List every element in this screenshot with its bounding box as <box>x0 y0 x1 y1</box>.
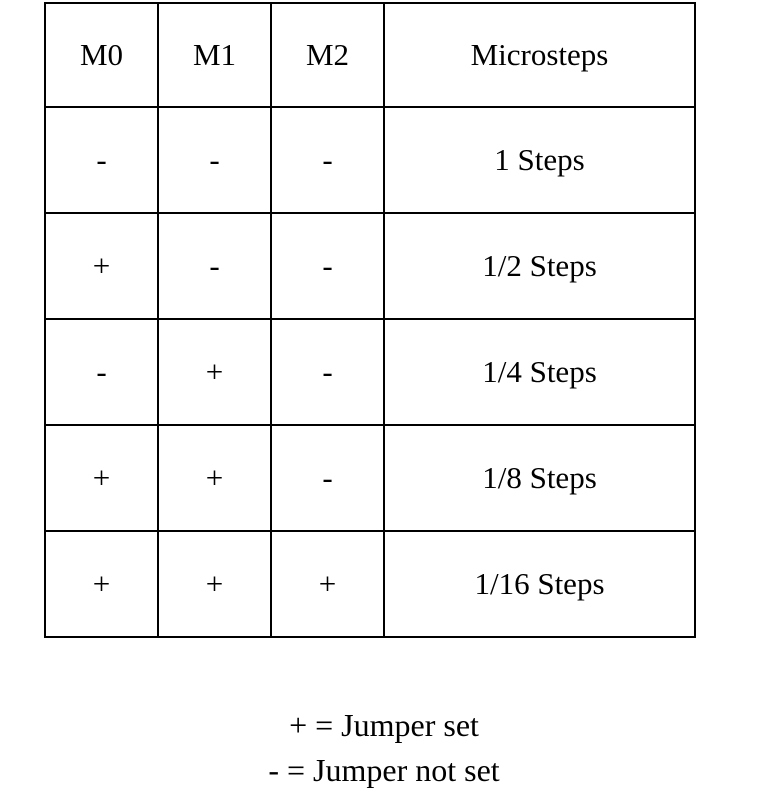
cell-m0: - <box>45 319 158 425</box>
table-row <box>45 107 695 213</box>
cell-microsteps: 1/16 Steps <box>384 531 695 637</box>
cell-m0: + <box>45 531 158 637</box>
cell-microsteps: 1/4 Steps <box>384 319 695 425</box>
cell-m2: - <box>271 107 384 213</box>
cell-m1: - <box>158 213 271 319</box>
header-microsteps: Microsteps <box>384 3 695 107</box>
cell-m2: + <box>271 531 384 637</box>
cell-m2: - <box>271 425 384 531</box>
table-row <box>45 319 695 425</box>
table-row <box>45 425 695 531</box>
microstep-table <box>44 2 696 638</box>
table-row <box>45 531 695 637</box>
cell-m1: + <box>158 319 271 425</box>
cell-microsteps: 1/8 Steps <box>384 425 695 531</box>
cell-m0: - <box>45 107 158 213</box>
cell-microsteps: 1/2 Steps <box>384 213 695 319</box>
cell-microsteps: 1 Steps <box>384 107 695 213</box>
legend-jumper-not-set: - = Jumper not set <box>268 752 500 788</box>
header-m2: M2 <box>271 3 384 107</box>
table-header-row <box>45 3 695 107</box>
table-row <box>45 213 695 319</box>
cell-m1: + <box>158 531 271 637</box>
cell-m2: - <box>271 213 384 319</box>
cell-m1: + <box>158 425 271 531</box>
header-m0: M0 <box>45 3 158 107</box>
cell-m0: + <box>45 213 158 319</box>
header-m1: M1 <box>158 3 271 107</box>
cell-m1: - <box>158 107 271 213</box>
cell-m2: - <box>271 319 384 425</box>
cell-m0: + <box>45 425 158 531</box>
legend-jumper-set: + = Jumper set <box>289 707 479 743</box>
